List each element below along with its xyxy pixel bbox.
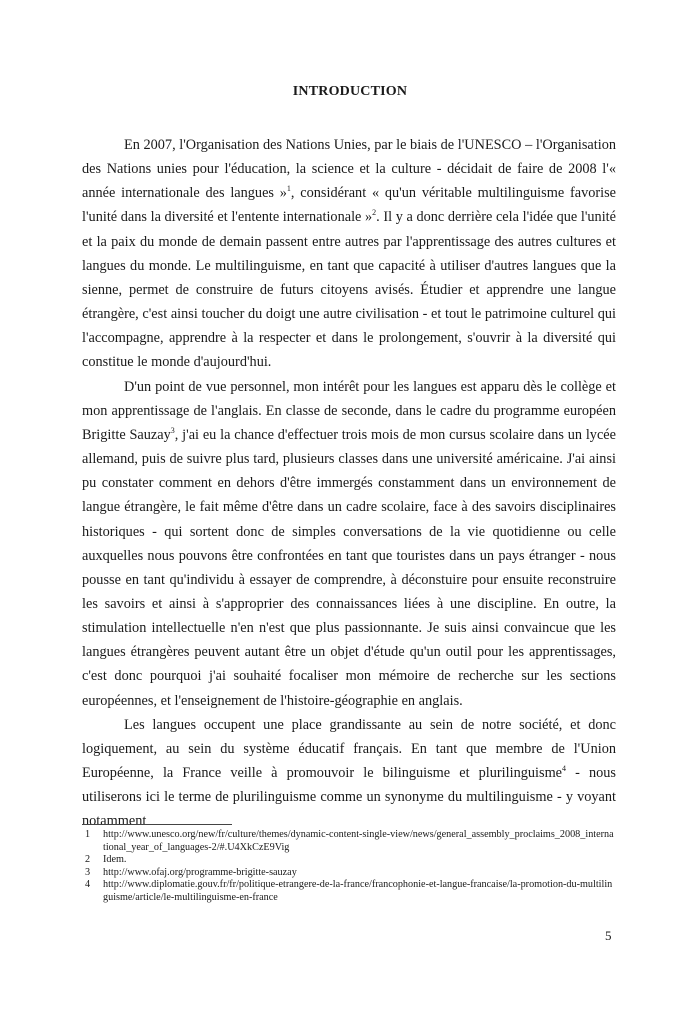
- footnote-number: 2: [85, 854, 91, 866]
- body-text: [82, 133, 616, 834]
- paragraph-text: , considérant « qu'un véritable multilinguisme favorise l'unité dans la diversité et l'entente internationale »: [82, 185, 617, 226]
- paragraph-text: . Il y a donc derrière cela l'idée que l'unité et la paix du monde de demain passent entre autres par l'apprentissage des autres cultures et langues du monde. Le multilinguisme, en tant que capacité à utiliser d'autres langues que la sienne, permet de construire de futurs citoyens avisés. Étudier et apprendre une langue étrangère, c'est ainsi toucher du doigt une autre civilisation - et tout le patrimoine culturel qui l'accompagne, apprendre à la respecter et dans le prolongement, s'ouvrir à la diversité qui constitue le monde d'aujourd'hui.: [82, 209, 616, 371]
- footnote-link[interactable]: http://www.diplomatie.gouv.fr/fr/politique-etrangere-de-la-france/francophonie-et-langue-francaise/la-promotion-du-multilinguisme/article/le-multilinguisme-en-france: [103, 879, 613, 903]
- paragraph-text: En 2007, l'Organisation des Nations Unies, par le biais de l'UNESCO – l'Organisation des Nations unies pour l'éducation, la science et la culture - décidait de faire de 2008 l'« année internationale des langues »: [82, 137, 616, 202]
- paragraph-3: [82, 713, 616, 834]
- paragraph-1: [82, 133, 616, 375]
- paragraph-2: [82, 375, 616, 713]
- footnote: [82, 829, 616, 854]
- paragraph-text: Les langues occupent une place grandissante au sein de notre société, et donc logiquement, au sein du système éducatif français. En tant que membre de l'Union Européenne, la France veille à promouvoir le bilinguisme et plurilinguisme: [82, 716, 616, 782]
- footnote-number: 4: [85, 879, 91, 891]
- footnotes: [82, 829, 616, 905]
- footnote: [82, 867, 616, 880]
- footnote: [82, 854, 616, 867]
- paragraph-text: - nous utiliserons ici le terme de plurilinguisme comme un synonyme du multilinguisme - y voyant notamment: [82, 765, 616, 830]
- footnote-ref: 4: [562, 764, 567, 774]
- page-title: INTRODUCTION: [292, 84, 408, 99]
- footnote-link[interactable]: http://www.ofaj.org/programme-brigitte-sauzay: [103, 866, 297, 878]
- footnote-number: 1: [85, 829, 91, 840]
- footnote-number: 3: [85, 866, 91, 878]
- footnote-separator: [82, 824, 232, 825]
- footnote-link[interactable]: http://www.unesco.org/new/fr/culture/themes/dynamic-content-single-view/news/general_assembly_proclaims_2008_international_year_of_languages-2/#.U4XkCzE9Vig: [103, 829, 614, 853]
- footnote-ref: 2: [372, 208, 377, 218]
- footnote: [82, 879, 616, 904]
- footnote-ref: 1: [286, 184, 291, 194]
- paragraph-text: D'un point de vue personnel, mon intérêt pour les langues est apparu dès le collège et mon apprentissage de l'anglais. En classe de seconde, dans le cadre du programme européen Brigitte Sauzay: [82, 378, 616, 443]
- page-number: 5: [605, 928, 612, 943]
- paragraph-text: , j'ai eu la chance d'effectuer trois mois de mon cursus scolaire dans un lycée allemand, puis de suivre plus tard, plusieurs classes dans une université américaine. J'ai ainsi pu constater comment en dehors d'être immergés constamment dans un environnement de langue étrangère, le fait même d'être dans un cadre scolaire, face à des savoirs disciplinaires historiques - qui sortent donc de simples conversations de la vie quotidienne ou celle auxquelles nous pouvons être confrontées en tant que touristes dans un pays étranger - nous pousse en tant qu'individu à essayer de comprendre, à déconstuire pour ensuite reconstruire les savoirs et ainsi à s'approprier des connaissances liées à une discipline. En outre, la stimulation intellectuelle n'en n'est que plus passionnante. Je suis ainsi convaincue que les langues étrangères peuvent autant être un objet d'étude qu'un outil pour les apprentissages, c'est donc pourquoi j'ai souhaité focaliser mon mémoire de recherche sur les sections européennes, et l'enseignement de l'histoire-géographie en anglais.: [82, 426, 616, 709]
- footnote-ref: 3: [170, 426, 175, 436]
- footnote-text: Idem.: [103, 854, 127, 866]
